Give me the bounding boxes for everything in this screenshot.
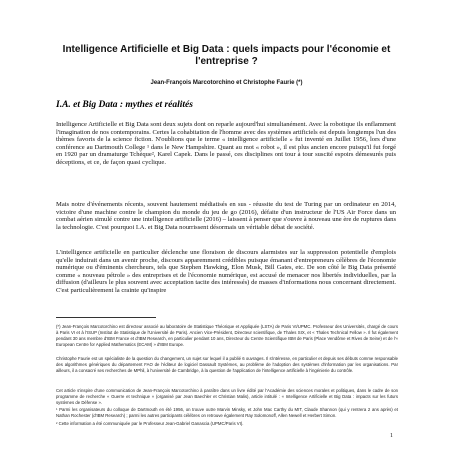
paragraph-text: Intelligence Artificielle et Big Data sont deux sujets dont on reparle aujourd'hui simultanément. Avec la robotique ils enflamment l'imagination de nos contemporains. Certes la cohabitation de l'homme avec des systèmes artificiels est depuis longtemps l'un des thèmes favoris de la science fiction. N'oublions que le terme « intelligence artificielle » fut inventé en Juillet 1956, lors d'une conférence au Dartmouth College ¹ dans le New Hampshire. Quant au mot « robot », il est plus ancien encore puisqu'il fut forgé en 1920 par un dramaturge Tchèque², Karel Capek. Dans le passé, ces disciplines ont tour à tour suscité espoirs démesurés puis déceptions, et ce, de façon quasi cyclique. (56, 121, 396, 166)
paragraph-text: Mais notre d'événements récents, souvent hautement médiatisés en sus - réussite du test de Turing par un ordinateur en 2014, victoire d'une machine contre le champion du monde du jeu de go (2016), défaite d'un instructeur de l'US Air Force dans un combat aérien simulé contre une intelligence artificielle (2016) – laissent à penser que s'ouvre à nouveau une ère de ruptures dans la technologie. C'est pourquoi I.A. et Big Data nourrissent désormais un véritable débat de société. (56, 201, 396, 231)
page-title: Intelligence Artificielle et Big Data : quels impacts pour l'économie et l'entreprise ? (62, 44, 391, 67)
page-number: 1 (390, 433, 393, 439)
footnote-divider (56, 317, 156, 318)
body-paragraph (56, 121, 396, 197)
section-heading: I.A. et Big Data : mythes et réalités (56, 100, 193, 110)
paragraph-text: L'intelligence artificielle en particulier déclenche une floraison de discours alarmistes sur la suppression potentielle d'emplois qu'elle induirait dans un avenir proche, discours apparemment crédibles puisque émanant d'entrepreneurs célèbres de l'économie numérique ou d'éminents chercheurs, tels que Stephen Hawking, Elon Musk, Bill Gates, etc. De son côté le Big Data présenté comme « nouveau pétrole » des entreprises et de l'économie numérique, est accusé de menacer nos libertés individuelles, par la diffusion (d'ailleurs le plus souvent avec acceptation tacite des intéressés) de masses d'informations nous concernant directement. C'est particulièrement la crainte qu'inspire (56, 249, 396, 294)
body-paragraph (56, 201, 396, 247)
body-paragraph (56, 249, 396, 311)
footnote: Christophe Faurie est un spécialiste de la question du changement, un sujet sur lequel il a publié 6 ouvrages. Il s'intéresse, en particulier et depuis ses débuts comme responsable des algorithmes génériques du département FAO de l'éditeur de logiciel Dassault Systèmes, au problème de l'adoption des systèmes d'information par les organisations. Par ailleurs, il a consacré ses recherches de MPhil, à l'université de Cambridge, à la question de l'application de l'intelligence artificielle à l'ingénierie du contrôle. (56, 356, 398, 373)
footnote: ¹ Parmi les organisateurs du colloque de Dartmouth en été 1956, on trouve outre Marvin Minsky, et John Mac Carthy du MIT, Claude Shannon (qui y rentrera 2 ans après) et Nathan Rochester (d'IBM Research) ; parmi les autres participants célèbres on retrouve également Ray Solomonoff, Allen Newell et Herbert Simon. (56, 407, 398, 418)
footnote: (*) Jean-François Marcotorchino est directeur associé au laboratoire de Statistique Théorique et Appliquée (LSTA) de Paris VI/UPMC. Professeur des Universités, chargé de cours à Paris VI et à l'ISUP (Institut de Statistique de l'Université de Paris). Ancien Vice-Président, Directeur scientifique, de Thales SIX, et « Thales Technical Fellow ». Il fut également pendant 30 ans membre d'IBM France et d'IBM Research, en particulier pendant 10 ans, Directeur du Centre Scientifique IBM de Paris (Place Vendôme et Rives de Seine) et de l'« European Centre for Applied Mathematics (ECAM) » d'IBM Europe. (56, 324, 398, 347)
authors-line: Jean-François Marcotorchino et Christophe Faurie (*) (150, 80, 303, 86)
footnote: ² Cette information a été communiquée par le Professeur Jean-Gabriel Ganascia (UPMC/Paris VI). (56, 421, 244, 426)
footnote: Cet article s'inspire d'une communication de Jean-François Marcotorchino à paraître dans un livre édité par l'Académie des sciences morales et politiques, dans le cadre de son programme de recherche « Guerre et technique » (organisé par Jean Baechler et Christian Malis), article intitulé : « Intelligence Artificielle et Big Data : impacts sur les futurs systèmes de Défense ». (56, 388, 398, 405)
